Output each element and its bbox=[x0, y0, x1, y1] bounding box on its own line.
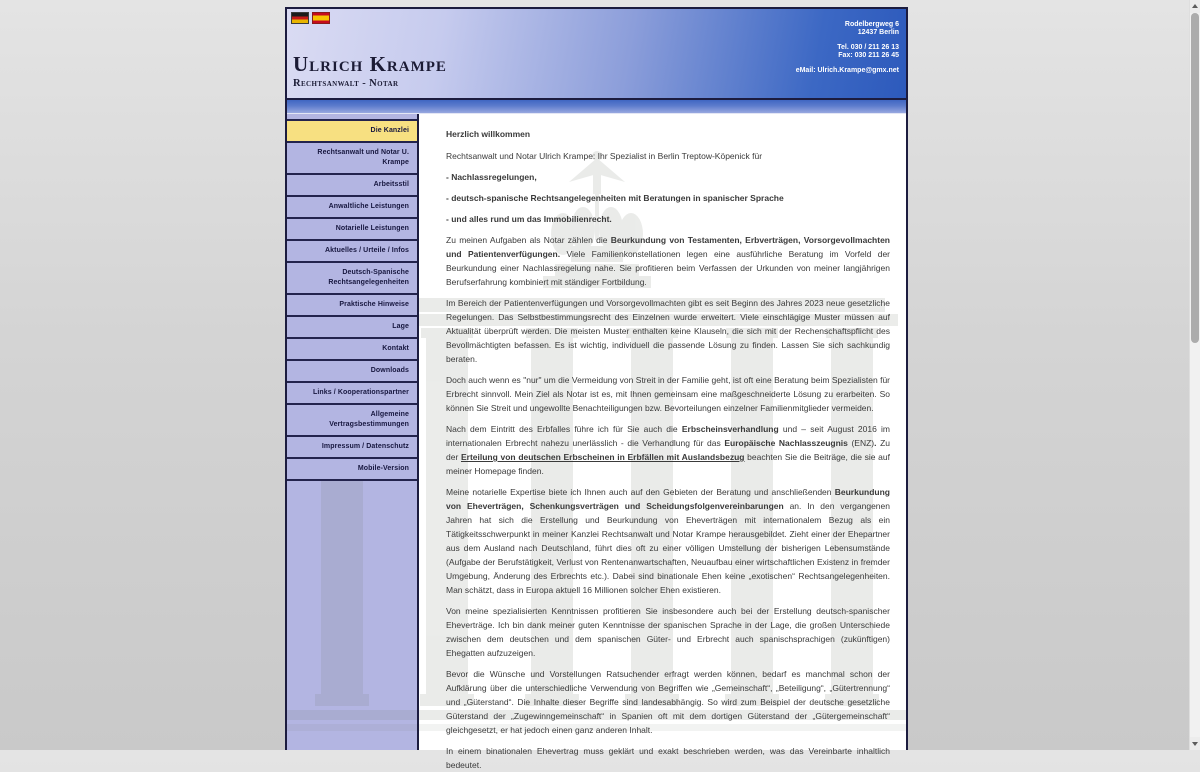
sidebar-item[interactable]: Deutsch-Spanische Rechtsangelegenheiten bbox=[287, 263, 417, 295]
site-header bbox=[287, 7, 906, 100]
sidebar-item[interactable]: Praktische Hinweise bbox=[287, 295, 417, 317]
scroll-up-arrow-icon bbox=[1192, 4, 1198, 8]
content-paragraph: - deutsch-spanische Rechtsangelegenheiten mit Beratungen in spanischer Sprache bbox=[446, 193, 784, 203]
content-paragraph: Rechtsanwalt und Notar Ulrich Krampe: Ihr Spezialist in Berlin Treptow-Köpenick für bbox=[446, 151, 763, 161]
page-body bbox=[287, 114, 906, 770]
contact-address-line: 12437 Berlin bbox=[857, 29, 899, 36]
content-paragraph: Meine notarielle Expertise biete ich Ihnen auch auf den Gebieten der Beratung und anschließenden Beurkundung von Eheverträgen, Schenkungsverträgen und Scheidungsfolgenvereinbarungen an. In den vergangenen Jahren hat sich die Erstellung und Beurkundung von Eheverträgen mit internationalem Bezug als ein Tätigkeitsschwerpunkt in meiner Kanzlei Rechtsanwalt und Notar Krampe herausgebildet. Zieht einer der Ehepartner aus dem Ausland nach Deutschland, führt dies oft zu einer völligen Umstellung der bisherigen Lebensumstände (Aufgabe der Berufstätigkeit, Verlust von Rentenanwartschaften, Neuaufbau einer wirtschaftlichen Existenz in fremder Umgebung, Änderung des Erbrechts etc.). Dabei sind binationale Ehen keine „exotischen“ Rechtsangelegenheiten. Man schätzt, dass in Europa aktuell 16 Millionen solcher Ehen existieren. bbox=[446, 487, 890, 595]
contact-email[interactable]: eMail: Ulrich.Krampe@gmx.net bbox=[795, 67, 899, 74]
content-paragraph: Im Bereich der Patientenverfügungen und Vorsorgevollmachten gibt es seit Beginn des Jahres 2023 neue gesetzliche Regelungen. Das Selbstbestimmungsrecht des Einzelnen wurde erweitert. Viele einschlägige Muster müssen auf Aktualität überprüft werden. Die meisten Muster enthalten keine Klauseln, die sich mit der Rechenschaftspflicht des Bevollmächtigten befassen. Es ist wichtig, individuell die passende Lösung zu finden. Lassen Sie sich sachkundig beraten. bbox=[446, 298, 890, 364]
sidebar-item[interactable]: Links / Kooperationspartner bbox=[287, 383, 417, 405]
inline-link[interactable]: Erteilung von deutschen Erbscheinen in Erbfällen mit Auslandsbezug bbox=[460, 452, 745, 462]
content-paragraph: Zu meinen Aufgaben als Notar zählen die Beurkundung von Testamenten, Erbverträgen, Vorsorgevollmachten und Patientenverfügungen. Viele Familienkonstellationen legen eine ausführliche Beratung im Vorfeld der Beurkundung einer Nachlassregelung nahe. Sie profitieren beim Verfassen der Urkunden von meiner langjährigen Berufserfahrung kombiniert mit ständiger Fortbildung. bbox=[446, 235, 891, 287]
sidebar-item[interactable]: Allgemeine Vertragsbestimmungen bbox=[287, 405, 417, 437]
spanish-flag-icon[interactable] bbox=[312, 12, 330, 24]
sidebar-item[interactable]: Rechtsanwalt und Notar U. Krampe bbox=[287, 143, 417, 175]
sidebar-item[interactable]: Downloads bbox=[287, 361, 417, 383]
sidebar-item[interactable]: Impressum / Datenschutz bbox=[287, 437, 417, 459]
content-paragraph: Von meine spezialisierten Kenntnissen profitieren Sie insbesondere auch bei der Erstellung deutsch-spanischer Eheverträge. Ich bin dank meiner guten Kenntnisse der spanischen Sprache in der Lage, die großen Unterschiede zwischen dem deutschen und dem spanischen Güter- und Erbrecht auch spanischsprachigen (zukünftigen) Ehegatten aufzuzeigen. bbox=[446, 606, 890, 658]
sidebar-item[interactable]: Aktuelles / Urteile / Infos bbox=[287, 241, 417, 263]
site-subtitle: Rechtsanwalt - Notar bbox=[293, 78, 399, 89]
sidebar-nav bbox=[287, 114, 419, 750]
contact-fax: Fax: 030 211 26 45 bbox=[838, 52, 899, 59]
contact-address-line: Rodelbergweg 6 bbox=[844, 21, 899, 28]
sidebar-item[interactable]: Kontakt bbox=[287, 339, 417, 361]
content-paragraph: - Nachlassregelungen, bbox=[446, 172, 537, 182]
sidebar-item[interactable]: Mobile-Version bbox=[287, 459, 417, 481]
content-paragraph: Doch auch wenn es "nur" um die Vermeidung von Streit in der Familie geht, ist oft eine Beratung beim Spezialisten für Erbrecht sinnvoll. Mein Ziel als Notar ist es, mit Ihnen gemeinsam eine maßgeschneiderte Lösung zu erarbeiten. So können Sie Streit und ungewollte Benachteiligungen bzw. Bevorteilungen einzelner Familienmitglieder vermeiden. bbox=[446, 375, 890, 413]
contact-phone: Tel. 030 / 211 26 13 bbox=[837, 44, 899, 51]
sidebar-top-strip bbox=[287, 114, 417, 121]
sidebar-item[interactable]: Anwaltliche Leistungen bbox=[287, 197, 417, 219]
contact-block bbox=[796, 21, 899, 75]
content-paragraph: Nach dem Eintritt des Erbfalles führe ich für Sie auch die Erbscheinsverhandlung und – seit August 2016 im internationalen Erbrecht nahezu unerlässlich - die Verhandlung für das Europäische Nachlasszeugnis (ENZ). Zu der Erteilung von deutschen Erbscheinen in Erbfällen mit Auslandsbezug beachten Sie die Beiträge, die sie auf meiner Homepage finden. bbox=[446, 424, 890, 476]
site-name: Ulrich Krampe bbox=[293, 52, 447, 76]
scroll-up-button[interactable] bbox=[1190, 0, 1200, 13]
content-paragraph: In einem binationalen Ehevertrag muss geklärt und exakt beschrieben werden, was das Vereinbarte inhaltlich bedeutet. bbox=[446, 746, 890, 770]
sidebar-item[interactable]: Arbeitsstil bbox=[287, 175, 417, 197]
sidebar-item-active[interactable]: Die Kanzlei bbox=[287, 121, 417, 143]
scroll-down-button[interactable] bbox=[1190, 737, 1200, 750]
content-paragraphs bbox=[446, 149, 890, 772]
welcome-heading: Herzlich willkommen bbox=[446, 129, 531, 139]
header-divider-bar bbox=[287, 100, 906, 114]
content-paragraph: Bevor die Wünsche und Vorstellungen Ratsuchender erfragt werden können, bedarf es manchmal schon der Aufklärung über die unterschiedliche Verwendung von Begriffen wie „Gemeinschaft“, „Beteiligung“, „Gütertrennung“ und „Güterstand“. Die Inhalte dieser Begriffe sind landesabhängig. So wird zum Beispiel der deutsche gesetzliche Güterstand der „Zugewinngemeinschaft“ in Spanien oft mit dem dortigen Güterstand der „Gütergemeinschaft“ gleichgesetzt, er hat jedoch einen ganz anderen Inhalt. bbox=[446, 669, 890, 735]
content-paragraph: - und alles rund um das Immobilienrecht. bbox=[446, 214, 612, 224]
site-container bbox=[285, 7, 908, 770]
sidebar-item[interactable]: Lage bbox=[287, 317, 417, 339]
title-block bbox=[293, 53, 447, 89]
scroll-down-arrow-icon bbox=[1192, 742, 1198, 746]
browser-scrollbar[interactable] bbox=[1189, 0, 1200, 750]
scrollbar-thumb[interactable] bbox=[1191, 13, 1199, 343]
language-switcher bbox=[291, 12, 330, 24]
main-content bbox=[419, 114, 906, 770]
german-flag-icon[interactable] bbox=[291, 12, 309, 24]
sidebar-item[interactable]: Notarielle Leistungen bbox=[287, 219, 417, 241]
